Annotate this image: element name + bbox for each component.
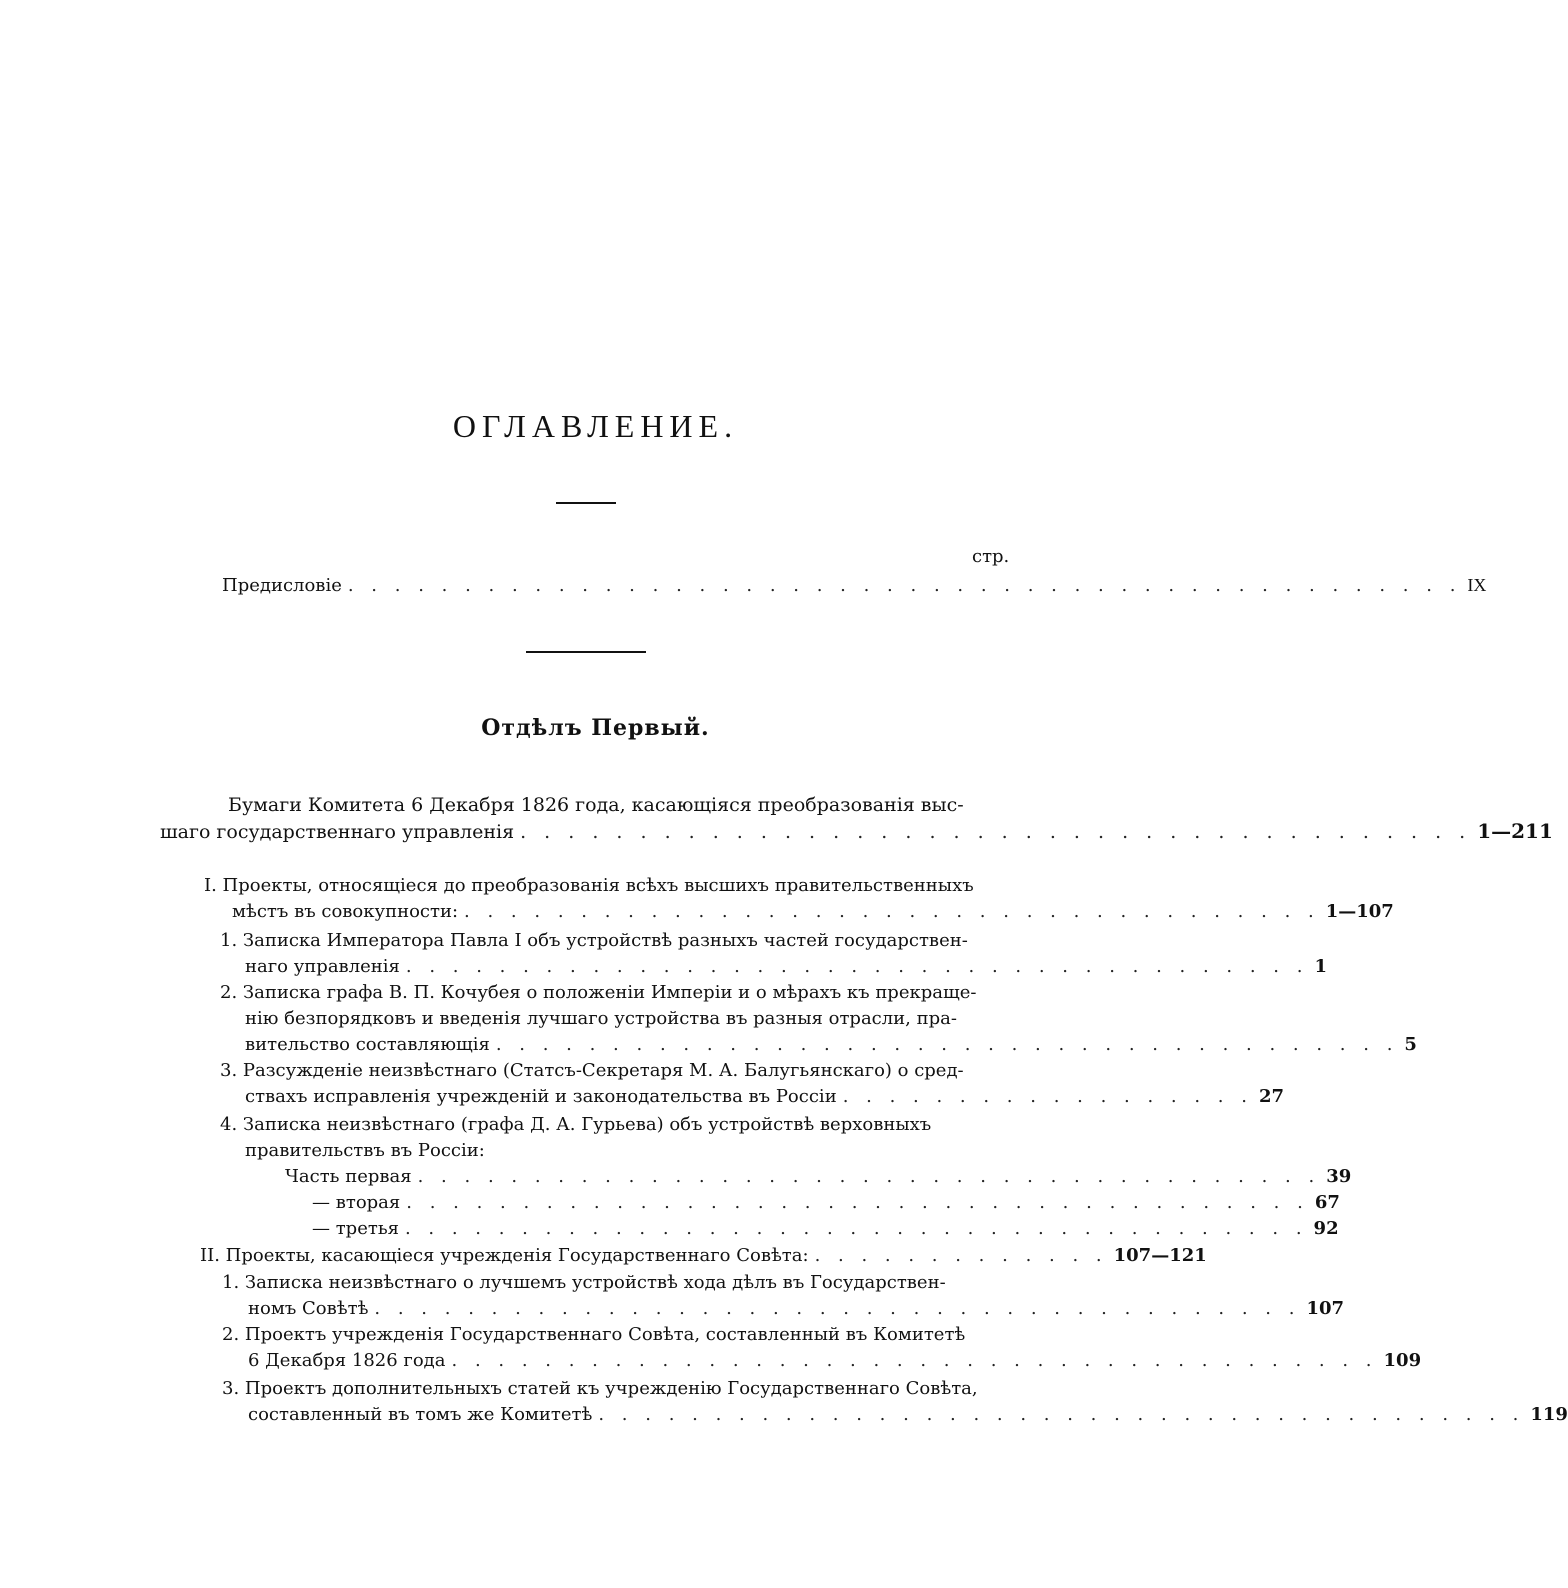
- entry-page: 107—121: [1113, 1245, 1207, 1266]
- leader-dots: . . . . . . . . . . . . . . . . . . . . . . . . . . . . . . . . . . . . . . . .: [520, 821, 1472, 843]
- entry-label: составленный въ томъ же Комитетѣ: [248, 1404, 593, 1425]
- entry-label: шаго государственнаго управленія: [160, 821, 515, 843]
- leader-dots: . . . . . . . . . . . . . . . . . . . . . . . . . . . . . . . . . . . . . . . .: [451, 1350, 1378, 1371]
- leader-dots: . . . . . . . . . . . . . . . . . . . . . . . . . . . . . . . . . . . . . . .: [405, 956, 1309, 977]
- part1-item4-line2: правительствъ въ Россіи:: [245, 1140, 485, 1161]
- part1-item2-line1: 2. Записка графа В. П. Кочубея о положеніи Имперіи и о мѣрахъ къ прекраще-: [220, 982, 977, 1003]
- entry-label: 6 Декабря 1826 года: [248, 1350, 446, 1371]
- entry-page: 107: [1306, 1298, 1345, 1319]
- entry-label: Предисловіе: [222, 575, 342, 596]
- entry-page: 39: [1326, 1166, 1352, 1187]
- entry-page: 119: [1530, 1404, 1568, 1425]
- section-divider: [526, 651, 646, 653]
- toc-entry-part2-item1[interactable]: [248, 1296, 1345, 1322]
- entry-page: 5: [1404, 1034, 1417, 1055]
- leader-dots: . . . . . . . . . . . . . . . . . . . . . . . . . . . . . . . . . . . . . . . . . . . . . . . .: [347, 575, 1462, 596]
- leader-dots: . . . . . . . . . . . . . . . . . . . . . . . . . . . . . . . . . . . . . . .: [495, 1034, 1399, 1055]
- title-divider: [556, 502, 616, 504]
- part1-item3-line1: 3. Разсужденіе неизвѣстнаго (Статсъ-Секретаря М. А. Балугьянскаго) о сред-: [220, 1060, 964, 1081]
- part2-item2-line1: 2. Проектъ учрежденія Государственнаго Совѣта, составленный въ Комитетѣ: [222, 1324, 966, 1345]
- toc-entry-preface[interactable]: [222, 572, 1487, 599]
- entry-page: IX: [1467, 575, 1487, 595]
- part2-item1-line1: 1. Записка неизвѣстнаго о лучшемъ устройствѣ хода дѣлъ въ Государствен-: [222, 1272, 946, 1293]
- entry-page: 1: [1314, 956, 1327, 977]
- entry-page: 67: [1314, 1192, 1340, 1213]
- part1-line1: I. Проекты, относящіеся до преобразованія всѣхъ высшихъ правительственныхъ: [204, 875, 974, 896]
- toc-entry-part2-item3[interactable]: [248, 1402, 1568, 1428]
- leader-dots: . . . . . . . . . . . . . . . . . .: [842, 1086, 1253, 1107]
- entry-label: II. Проекты, касающіеся учрежденія Государственнаго Совѣта:: [200, 1245, 809, 1266]
- entry-label: мѣстъ въ совокупности:: [232, 901, 459, 922]
- leader-dots: . . . . . . . . . . . . . . . . . . . . . . . . . . . . . . . . . . . . . . . .: [374, 1298, 1301, 1319]
- entry-page: 109: [1383, 1350, 1422, 1371]
- leader-dots: . . . . . . . . . . . . . . . . . . . . . . . . . . . . . . . . . . . . . . .: [406, 1192, 1309, 1213]
- page-column-label: стр.: [972, 546, 1010, 567]
- toc-subentry-part-two[interactable]: [312, 1190, 1340, 1216]
- part1-item1-line1: 1. Записка Императора Павла I объ устройствѣ разныхъ частей государствен-: [220, 930, 968, 951]
- toc-subentry-part-one[interactable]: [285, 1164, 1352, 1190]
- entry-page: 92: [1313, 1218, 1339, 1239]
- page-title: ОГЛАВЛЕНИЕ.: [452, 408, 739, 444]
- main-entry-line1: Бумаги Комитета 6 Декабря 1826 года, касающіяся преобразованія выс-: [228, 794, 964, 816]
- leader-dots: . . . . . . . . . . . . .: [814, 1245, 1108, 1266]
- leader-dots: . . . . . . . . . . . . . . . . . . . . . . . . . . . . . . . . . . . . . . . .: [598, 1404, 1525, 1425]
- toc-entry-part2[interactable]: [200, 1243, 1207, 1269]
- entry-label: ствахъ исправленія учрежденій и законодательства въ Россіи: [245, 1086, 837, 1107]
- entry-label: наго управленія: [245, 956, 400, 977]
- entry-page: 1—211: [1477, 819, 1553, 843]
- entry-label: — вторая: [312, 1192, 401, 1213]
- toc-entry-part1[interactable]: [232, 899, 1394, 925]
- toc-entry-part1-item3[interactable]: [245, 1084, 1285, 1110]
- entry-label: — третья: [312, 1218, 399, 1239]
- toc-entry-main[interactable]: [160, 818, 1553, 845]
- entry-label: Часть первая: [285, 1166, 412, 1187]
- toc-entry-part1-item2[interactable]: [245, 1032, 1417, 1058]
- toc-subentry-part-three[interactable]: [312, 1216, 1339, 1242]
- entry-label: номъ Совѣтѣ: [248, 1298, 369, 1319]
- part1-item2-line2: нію безпорядковъ и введенія лучшаго устройства въ разныя отрасли, пра-: [245, 1008, 957, 1029]
- leader-dots: . . . . . . . . . . . . . . . . . . . . . . . . . . . . . . . . . . . . .: [464, 901, 1320, 922]
- entry-label: вительство составляющія: [245, 1034, 490, 1055]
- toc-entry-part2-item2[interactable]: [248, 1348, 1422, 1374]
- toc-entry-part1-item1[interactable]: [245, 954, 1327, 980]
- entry-page: 27: [1258, 1086, 1285, 1107]
- entry-page: 1—107: [1325, 901, 1394, 922]
- leader-dots: . . . . . . . . . . . . . . . . . . . . . . . . . . . . . . . . . . . . . . .: [417, 1166, 1321, 1187]
- leader-dots: . . . . . . . . . . . . . . . . . . . . . . . . . . . . . . . . . . . . . . .: [404, 1218, 1308, 1239]
- section-title: Отдѣлъ Первый.: [481, 715, 710, 741]
- part2-item3-line1: 3. Проектъ дополнительныхъ статей къ учрежденію Государственнаго Совѣта,: [222, 1378, 978, 1399]
- part1-item4-line1: 4. Записка неизвѣстнаго (графа Д. А. Гурьева) объ устройствѣ верховныхъ: [220, 1114, 932, 1135]
